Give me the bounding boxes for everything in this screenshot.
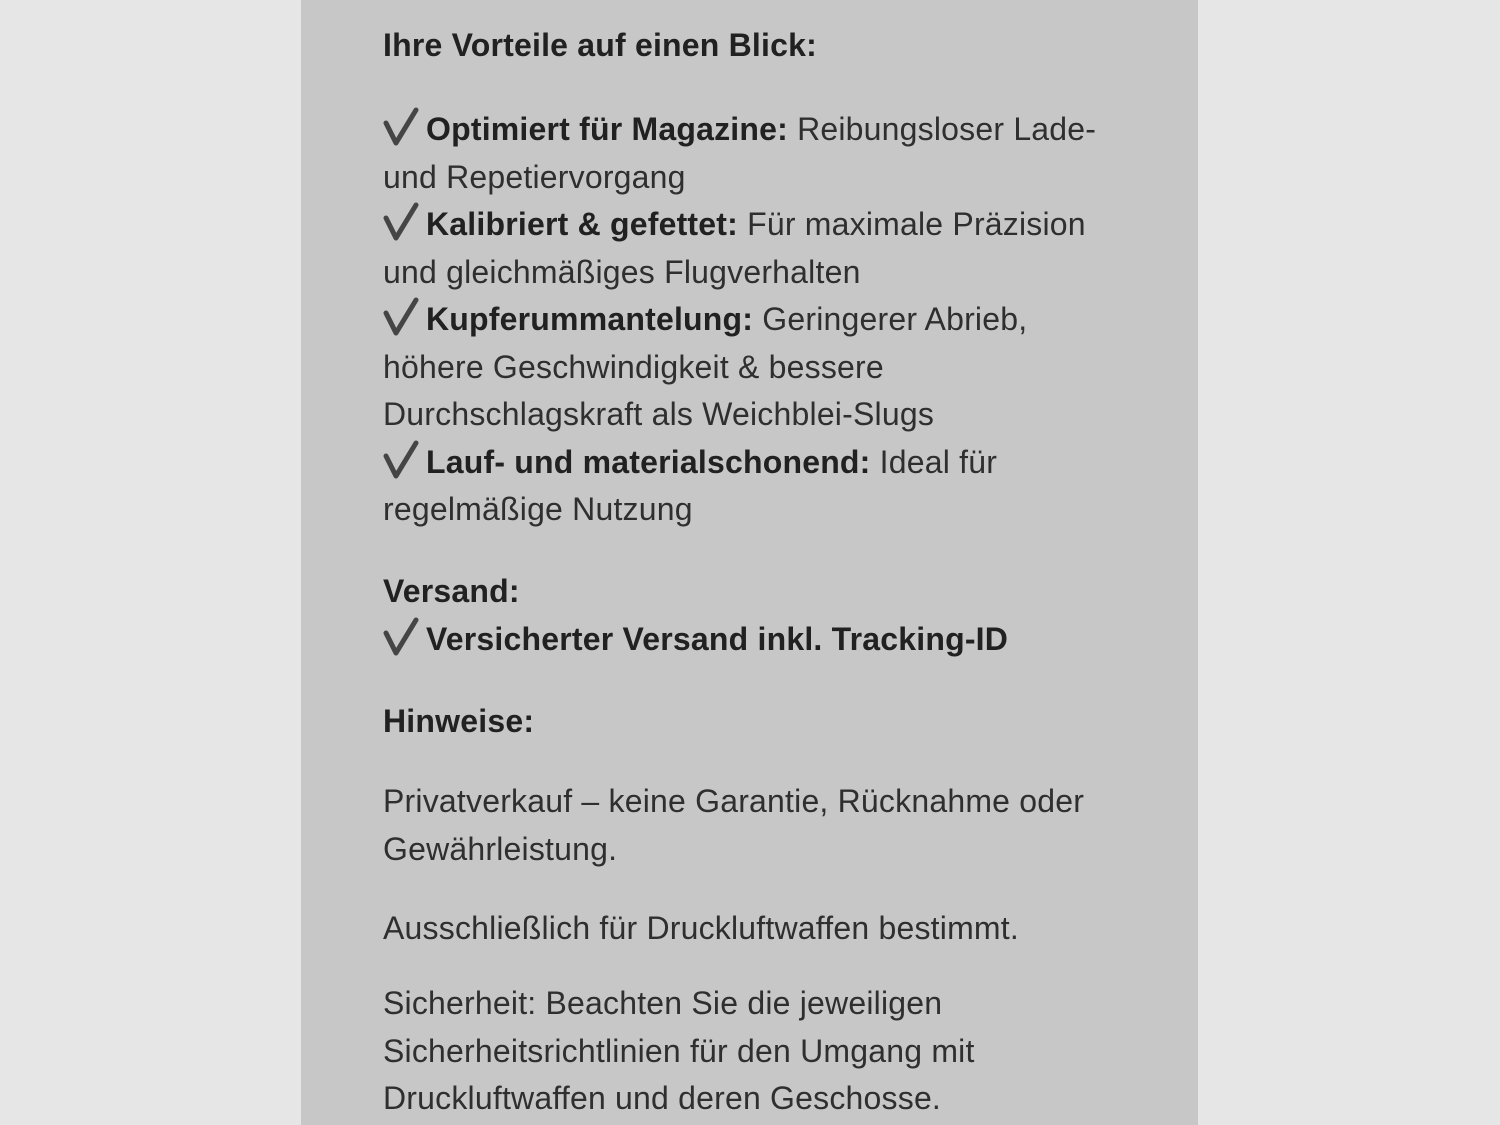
- shipping-item: [383, 616, 1198, 664]
- benefit-text-line: und Repetiervorgang: [383, 158, 686, 195]
- benefit-item: [383, 106, 1198, 201]
- note-text-line: Druckluftwaffen und deren Geschosse.: [383, 1080, 942, 1116]
- benefit-item: [383, 201, 1198, 296]
- benefits-heading: Ihre Vorteile auf einen Blick:: [383, 27, 817, 63]
- benefit-label: Lauf- und materialschonend:: [426, 443, 871, 480]
- benefit-text-line: höhere Geschwindigkeit & bessere: [383, 348, 884, 385]
- notes-heading: Hinweise:: [383, 703, 535, 739]
- notes-section: [383, 698, 1198, 746]
- benefit-text-line: und gleichmäßiges Flugverhalten: [383, 253, 861, 290]
- note-text-line: Privatverkauf – keine Garantie, Rücknahme oder: [383, 783, 1085, 819]
- benefit-text-line: Durchschlagskraft als Weichblei-Slugs: [383, 396, 935, 432]
- note-text-line: Gewährleistung.: [383, 830, 618, 867]
- benefit-item: [383, 439, 1198, 534]
- note-text-line: Sicherheit: Beachten Sie die jeweiligen: [383, 985, 943, 1021]
- benefit-label: Kupferummantelung:: [426, 301, 754, 337]
- check-icon: [383, 201, 419, 243]
- benefit-text-line: regelmäßige Nutzung: [383, 491, 693, 527]
- note-text-line: Sicherheitsrichtlinien für den Umgang mit: [383, 1032, 975, 1069]
- benefit-text-line: Geringerer Abrieb,: [762, 301, 1028, 337]
- benefit-item: [383, 296, 1198, 439]
- check-icon: [383, 296, 419, 338]
- note-text-line: Ausschließlich für Druckluftwaffen bestimmt.: [383, 910, 1019, 946]
- benefits-list: [383, 106, 1198, 534]
- benefits-section: [383, 22, 1198, 70]
- shipping-section: [383, 568, 1198, 663]
- note-paragraph: [383, 980, 1198, 1123]
- benefit-label: Optimiert für Magazine:: [426, 111, 788, 147]
- benefit-text-line: Für maximale Präzision: [747, 206, 1086, 242]
- note-paragraph: [383, 905, 1198, 953]
- check-icon: [383, 616, 419, 658]
- check-icon: [383, 439, 419, 481]
- check-icon: [383, 106, 419, 148]
- note-paragraph: [383, 778, 1198, 873]
- benefit-text-line: Ideal für: [879, 443, 998, 480]
- shipping-item-label: Versicherter Versand inkl. Tracking-ID: [426, 620, 1009, 657]
- benefit-text-line: Reibungsloser Lade-: [797, 111, 1097, 147]
- benefit-label: Kalibriert & gefettet:: [426, 206, 738, 242]
- shipping-heading: Versand:: [383, 573, 520, 609]
